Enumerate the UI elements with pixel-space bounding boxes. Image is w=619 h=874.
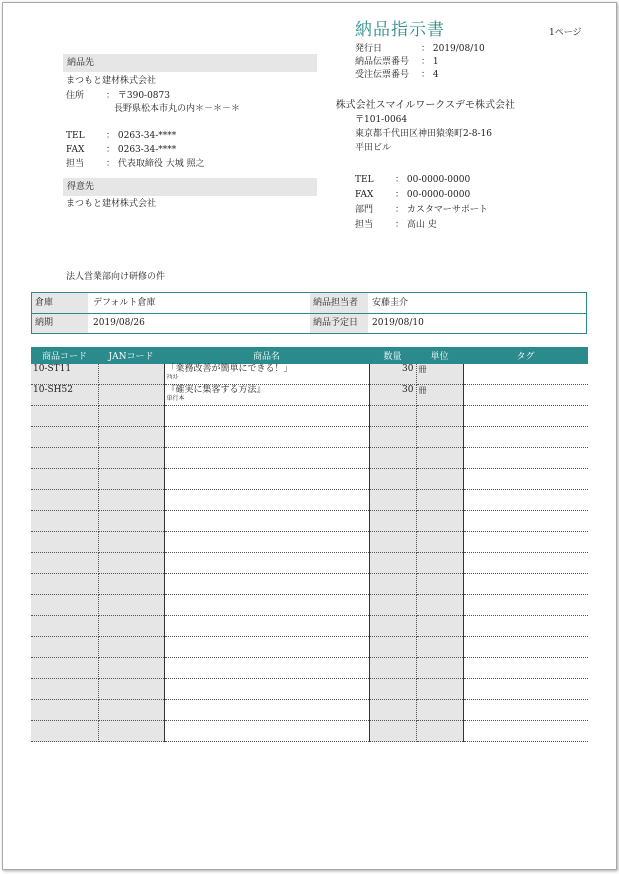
table-row: [31, 427, 588, 448]
staff-label: 納品担当者: [310, 293, 368, 313]
cell-tag: [463, 448, 588, 469]
header-code: 商品コード: [31, 347, 98, 364]
delivery-address-row: [66, 90, 170, 103]
header-qty: 数量: [369, 347, 416, 364]
cell-name: [164, 532, 369, 553]
planned-label: 納品予定日: [310, 313, 368, 333]
cell-jan: [98, 658, 164, 679]
issuer-address: 東京都千代田区神田猿楽町2-8-16: [355, 129, 492, 139]
cell-code: [31, 427, 98, 448]
cell-code: [31, 700, 98, 721]
cell-qty: [369, 532, 416, 553]
issuer-dept-label: 部門: [355, 205, 374, 215]
cell-jan: [98, 406, 164, 427]
cell-unit: [416, 532, 463, 553]
cell-tag: [463, 427, 588, 448]
cell-qty: [369, 406, 416, 427]
cell-qty: [369, 679, 416, 700]
cell-name: [164, 553, 369, 574]
cell-tag: [463, 679, 588, 700]
delivery-info-box: [31, 292, 587, 334]
cell-name: [164, 595, 369, 616]
delivery-fax: ： 0263-34-****: [106, 145, 177, 155]
items-header-row: [31, 347, 588, 364]
cell-unit: [416, 658, 463, 679]
planned-value: 2019/08/10: [372, 318, 424, 328]
cell-jan: [98, 637, 164, 658]
document-title: 納品指示書: [355, 20, 445, 40]
issuer-company: 株式会社スマイルワークスデモ株式会社: [335, 100, 515, 111]
cell-unit: [416, 595, 463, 616]
cell-unit: [416, 364, 463, 385]
customer-section-bar: 得意先: [63, 178, 317, 196]
cell-tag: [463, 490, 588, 511]
cell-jan: [98, 469, 164, 490]
table-row: [31, 700, 588, 721]
cell-qty: [369, 385, 416, 406]
cell-jan: [98, 595, 164, 616]
issuer-fax: ： 00-0000-0000: [395, 190, 471, 200]
table-row: [31, 574, 588, 595]
delivery-tel-row: [66, 130, 176, 143]
cell-tag: [463, 595, 588, 616]
table-row: [31, 679, 588, 700]
order-slip-row: [355, 69, 485, 82]
cell-qty: [369, 469, 416, 490]
cell-name: [164, 658, 369, 679]
cell-tag: [463, 700, 588, 721]
table-row: [31, 490, 588, 511]
issuer-tel: ： 00-0000-0000: [395, 175, 471, 185]
document-meta: [355, 43, 485, 82]
issuer-person: ： 高山 史: [395, 220, 437, 230]
table-row: [31, 385, 588, 406]
cell-name: [164, 574, 369, 595]
cell-unit: [416, 469, 463, 490]
cell-code: [31, 658, 98, 679]
delivery-tel: ： 0263-34-****: [106, 131, 177, 141]
cell-name: [164, 511, 369, 532]
cell-code: [31, 511, 98, 532]
issuer-block: [335, 99, 515, 155]
table-row: [31, 658, 588, 679]
item-name: 『確実に集客する方法』: [166, 385, 266, 395]
cell-unit: [416, 721, 463, 742]
items-table: [31, 347, 588, 742]
cell-jan: [98, 679, 164, 700]
cell-code: [31, 553, 98, 574]
cell-tag: [463, 616, 588, 637]
cell-code: 10-SH52: [31, 385, 98, 406]
cell-qty: [369, 637, 416, 658]
cell-unit: [416, 490, 463, 511]
cell-name: [164, 490, 369, 511]
cell-unit: [416, 406, 463, 427]
header-name: 商品名: [164, 347, 369, 364]
cell-unit: [416, 511, 463, 532]
cell-name: [164, 427, 369, 448]
cell-unit: [416, 574, 463, 595]
delivery-fax-label: FAX: [66, 145, 85, 155]
cell-tag: [463, 553, 588, 574]
item-qty: 30: [402, 364, 414, 374]
cell-tag: [463, 574, 588, 595]
cell-name: [164, 721, 369, 742]
cell-code: [31, 448, 98, 469]
cell-qty: [369, 574, 416, 595]
cell-tag: [463, 406, 588, 427]
warehouse-label: 倉庫: [32, 293, 88, 313]
cell-unit: [416, 427, 463, 448]
page-number: 1ページ: [549, 28, 582, 38]
header-jan: JANコード: [98, 347, 164, 364]
issuer-tel-label: TEL: [355, 175, 374, 185]
cell-tag: [463, 637, 588, 658]
order-slip-label: 受注伝票番号: [355, 70, 410, 80]
cell-qty: [369, 490, 416, 511]
item-subtitle: 単行本: [166, 395, 185, 402]
cell-qty: [369, 616, 416, 637]
issuer-contact: [355, 173, 488, 233]
cell-name: [164, 469, 369, 490]
cell-name: [164, 616, 369, 637]
cell-qty: [369, 658, 416, 679]
cell-qty: [369, 427, 416, 448]
table-row: [31, 448, 588, 469]
header-unit: 単位: [416, 347, 463, 364]
staff-value: 安藤圭介: [372, 298, 409, 308]
delivery-fax-row: [66, 144, 176, 157]
cell-jan: [98, 448, 164, 469]
cell-unit: [416, 637, 463, 658]
table-row: [31, 406, 588, 427]
cell-tag: [463, 658, 588, 679]
cell-code: [31, 406, 98, 427]
cell-name: [164, 679, 369, 700]
subject: 法人営業部向け研修の件: [66, 272, 166, 282]
table-row: [31, 553, 588, 574]
cell-unit: [416, 700, 463, 721]
cell-name: [164, 637, 369, 658]
issuer-person-label: 担当: [355, 220, 374, 230]
issuer-postal: 〒101-0064: [355, 115, 408, 125]
issuer-building: 平田ビル: [355, 143, 392, 153]
issue-date-value: ： 2019/08/10: [421, 44, 485, 54]
cell-jan: [98, 427, 164, 448]
cell-jan: [98, 364, 164, 385]
table-row: [31, 616, 588, 637]
warehouse-value: デフォルト倉庫: [93, 298, 156, 308]
info-divider: [32, 313, 586, 314]
order-slip-value: ： 4: [421, 70, 439, 80]
cell-qty: [369, 448, 416, 469]
table-row: [31, 637, 588, 658]
cell-unit: [416, 385, 463, 406]
cell-unit: [416, 448, 463, 469]
cell-unit: [416, 679, 463, 700]
item-qty: 30: [402, 385, 414, 395]
cell-unit: [416, 616, 463, 637]
cell-jan: [98, 532, 164, 553]
delivery-tel-label: TEL: [66, 131, 85, 141]
cell-tag: [463, 511, 588, 532]
table-row: [31, 469, 588, 490]
cell-jan: [98, 721, 164, 742]
delivery-address: 長野県松本市丸の内＊－＊－＊: [114, 104, 241, 114]
delivery-postal: ： 〒390-0873: [106, 91, 170, 101]
cell-tag: [463, 364, 588, 385]
delivery-slip-label: 納品伝票番号: [355, 57, 410, 67]
cell-code: [31, 721, 98, 742]
due-value: 2019/08/26: [93, 318, 145, 328]
cell-tag: [463, 721, 588, 742]
cell-name: [164, 364, 369, 385]
delivery-name: まつもと建材株式会社: [66, 76, 157, 86]
delivery-person: ： 代表取締役 大城 照之: [106, 159, 205, 169]
issue-date-label: 発行日: [355, 44, 383, 54]
cell-code: [31, 469, 98, 490]
customer-name: まつもと建材株式会社: [66, 199, 157, 209]
cell-jan: [98, 700, 164, 721]
issue-date-row: [355, 43, 485, 56]
cell-qty: [369, 553, 416, 574]
table-row: [31, 721, 588, 742]
due-label: 納期: [32, 313, 88, 333]
table-row: [31, 595, 588, 616]
issuer-fax-label: FAX: [355, 190, 374, 200]
table-row: [31, 532, 588, 553]
delivery-slip-value: ： 1: [421, 57, 439, 67]
cell-jan: [98, 490, 164, 511]
cell-jan: [98, 574, 164, 595]
cell-tag: [463, 532, 588, 553]
cell-code: [31, 616, 98, 637]
cell-unit: [416, 553, 463, 574]
item-subtitle: ﾃｷｽﾄ: [166, 374, 179, 381]
header-tag: タグ: [463, 347, 588, 364]
delivery-person-row: [66, 158, 205, 171]
cell-code: [31, 595, 98, 616]
cell-code: [31, 574, 98, 595]
cell-qty: [369, 364, 416, 385]
cell-name: [164, 448, 369, 469]
delivery-address-label: 住所: [66, 91, 85, 101]
delivery-slip-row: [355, 56, 485, 69]
cell-code: [31, 490, 98, 511]
cell-qty: [369, 511, 416, 532]
cell-name: [164, 406, 369, 427]
cell-code: [31, 532, 98, 553]
item-unit: 冊: [418, 365, 427, 374]
cell-jan: [98, 553, 164, 574]
cell-name: [164, 700, 369, 721]
cell-name: [164, 385, 369, 406]
issuer-dept: ： カスタマーサポート: [395, 205, 488, 215]
delivery-person-label: 担当: [66, 159, 85, 169]
cell-qty: [369, 721, 416, 742]
cell-code: 10-ST11: [31, 364, 98, 385]
cell-jan: [98, 385, 164, 406]
document-page: [2, 2, 617, 870]
cell-tag: [463, 385, 588, 406]
cell-tag: [463, 469, 588, 490]
cell-code: [31, 679, 98, 700]
cell-code: [31, 637, 98, 658]
table-row: [31, 364, 588, 385]
cell-jan: [98, 511, 164, 532]
cell-qty: [369, 595, 416, 616]
cell-qty: [369, 700, 416, 721]
delivery-section-bar: 納品先: [63, 54, 317, 72]
cell-jan: [98, 616, 164, 637]
item-unit: 冊: [418, 386, 427, 395]
item-name: 「業務改善が簡単にできる！」: [166, 364, 293, 374]
table-row: [31, 511, 588, 532]
